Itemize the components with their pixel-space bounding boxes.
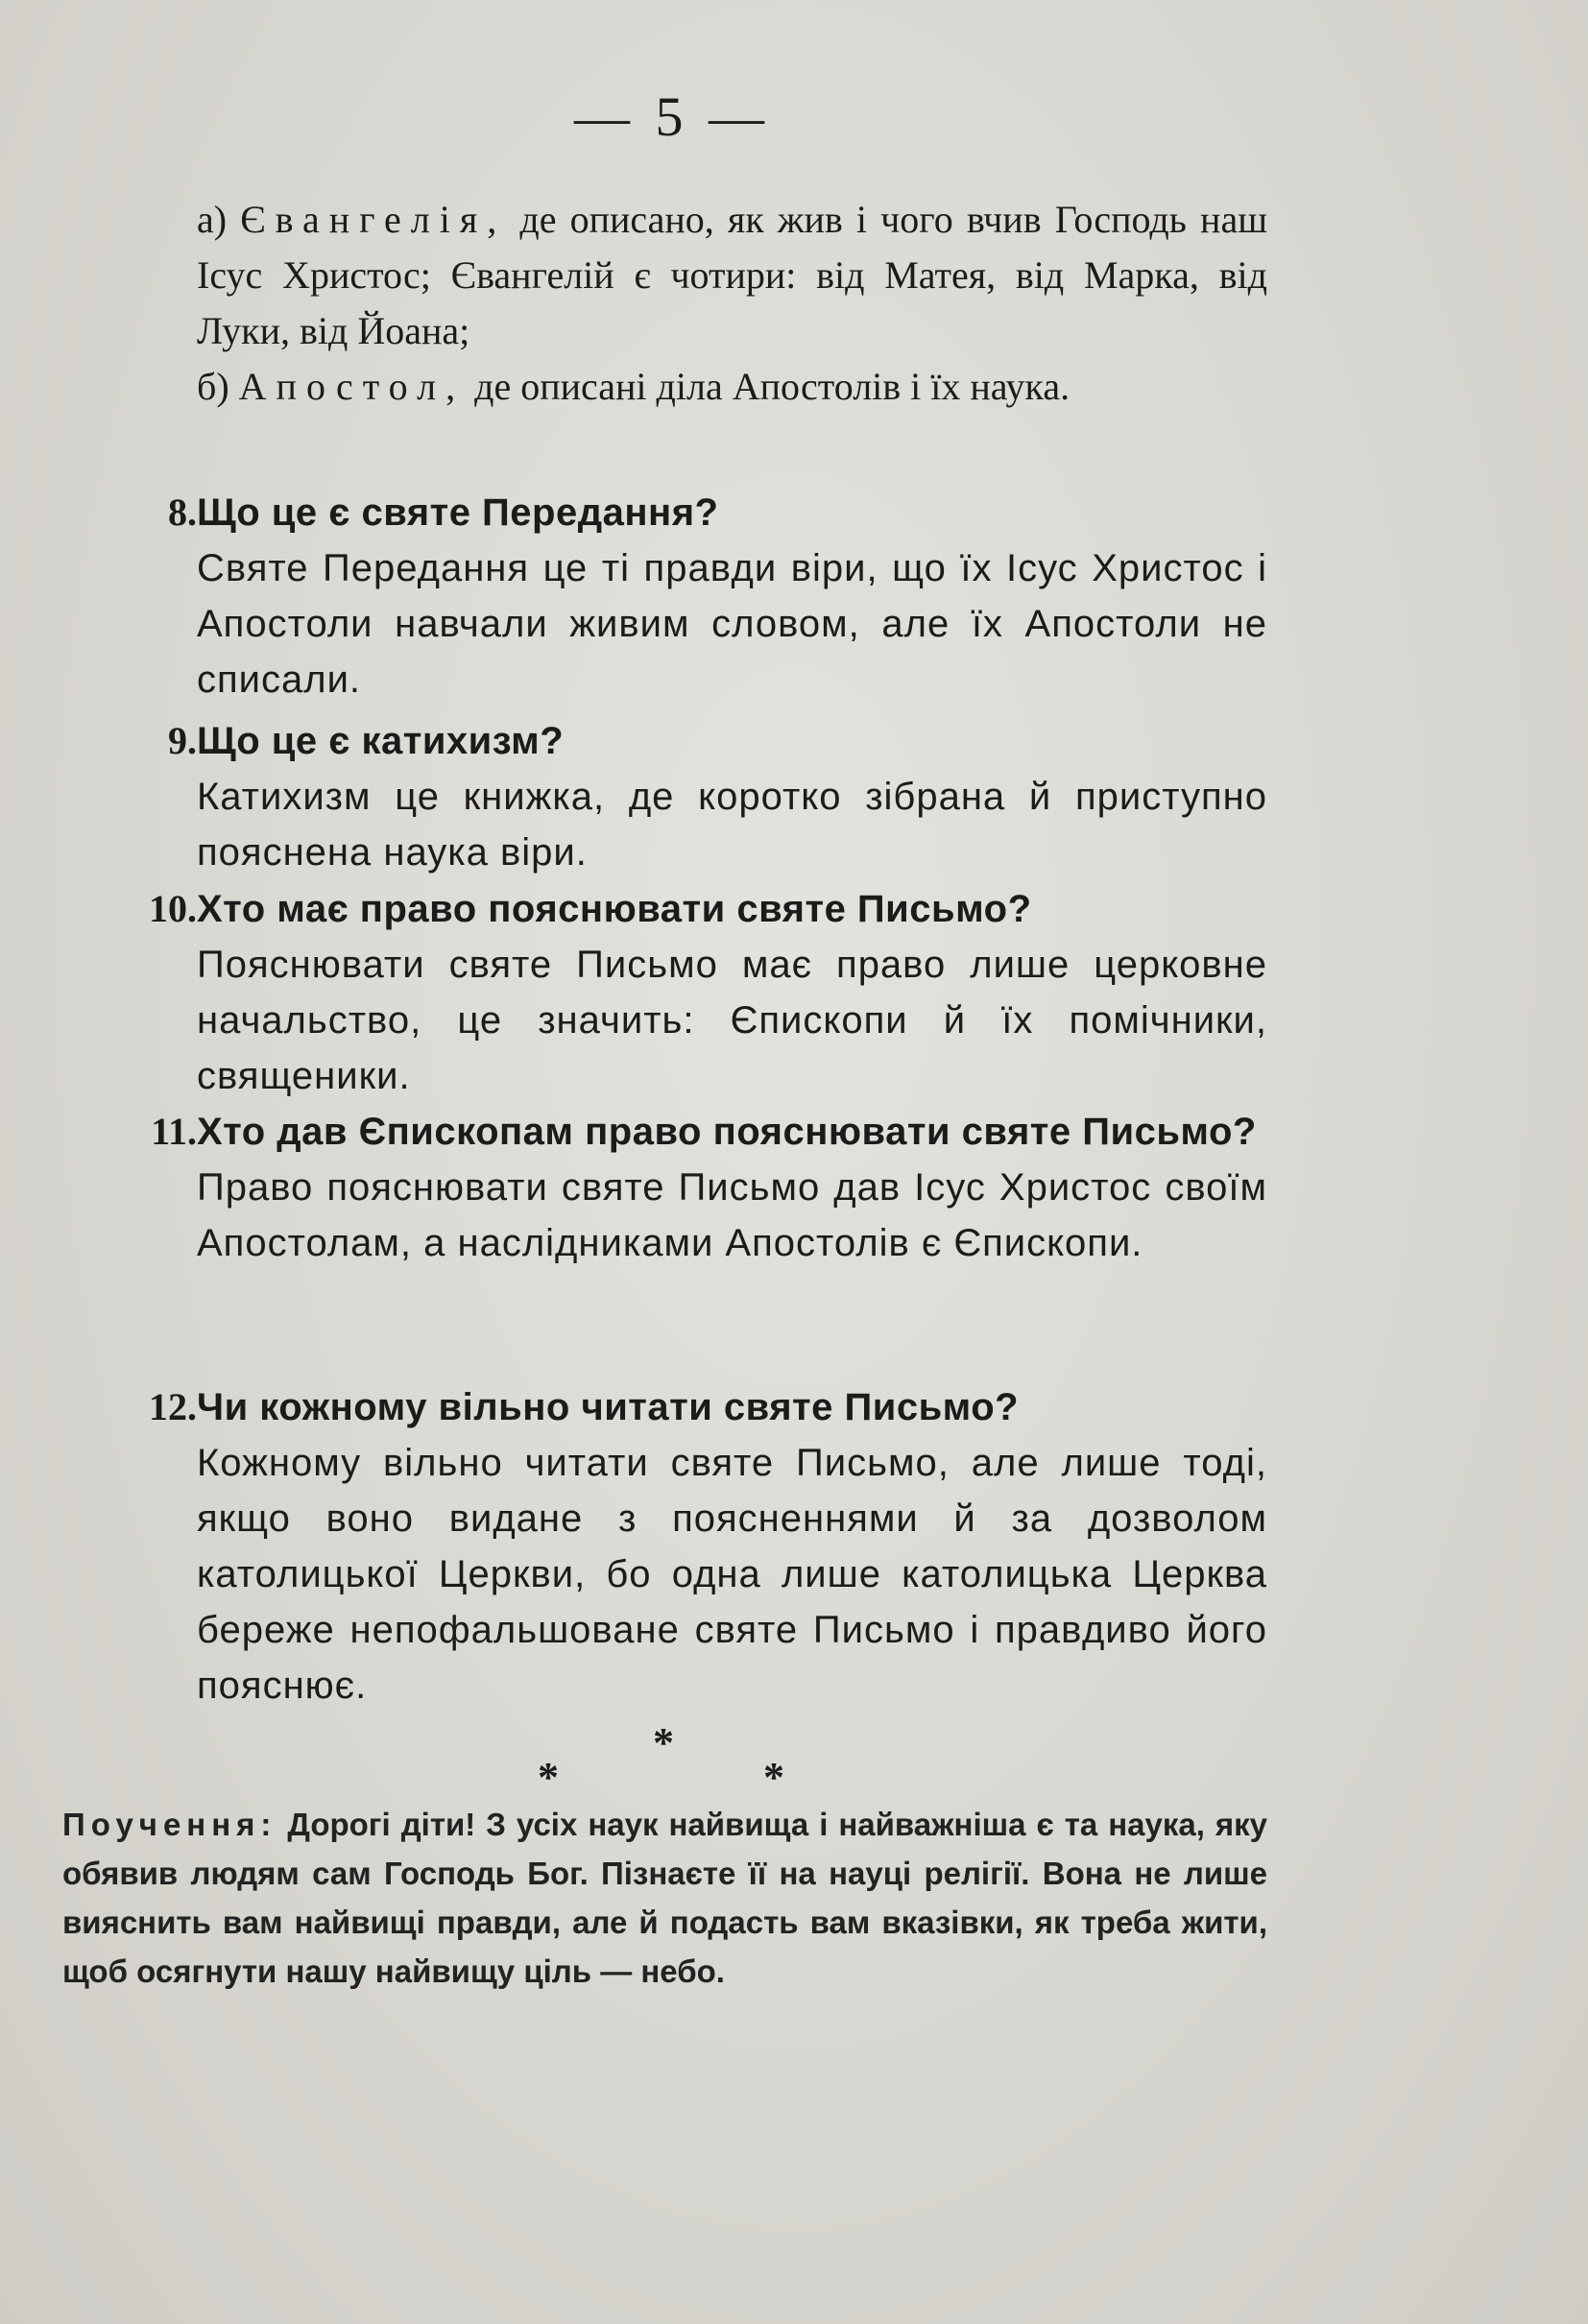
question-block-10 bbox=[96, 881, 1267, 1104]
question-row bbox=[96, 1104, 1267, 1160]
question-text: Чи кожному вільно читати святе Письмо? bbox=[197, 1386, 1020, 1428]
intro-item-b bbox=[197, 359, 1267, 415]
question-block-12 bbox=[96, 1379, 1267, 1713]
intro-item-b-term: Апостол, bbox=[238, 365, 466, 408]
answer-text: Катихизм це книжка, де коротко зібрана й приступно пояснена наука віри. bbox=[197, 776, 1267, 874]
question-text: Хто має право пояснювати святе Письмо? bbox=[197, 888, 1032, 930]
question-row bbox=[96, 485, 1267, 540]
question-number: 8. bbox=[168, 491, 197, 534]
intro-item-a-text: де описано, як жив і чого вчив Господь наш Ісус Христос; Євангелій є чотири: від Матея, від Марка, від Луки, від Йоана; bbox=[197, 198, 1267, 352]
separator-star: * bbox=[653, 1719, 674, 1766]
answer-text: Кожному вільно читати святе Письмо, але лише тоді, якщо воно видане з поясненнями й за дозволом католицької Церкви, бо одна лише католицька Церква береже непофальшоване святе Письмо і правдиво його пояснює. bbox=[197, 1442, 1267, 1707]
question-block-9 bbox=[96, 713, 1267, 880]
intro-list bbox=[197, 192, 1267, 415]
question-number: 12. bbox=[149, 1385, 197, 1428]
question-block-8 bbox=[96, 485, 1267, 707]
intro-item-b-text: де описані діла Апостолів і їх наука. bbox=[474, 365, 1071, 408]
answer-text: Право пояснювати святе Письмо дав Ісус Христос своїм Апостолам, а наслідниками Апостолів є Єпископи. bbox=[197, 1166, 1267, 1264]
lesson-paragraph bbox=[62, 1800, 1267, 1996]
answer-text: Святе Передання це ті правди віри, що їх Ісус Христос і Апостоли навчали живим словом, але їх Апостоли не списали. bbox=[197, 547, 1267, 701]
question-text: Що це є катихизм? bbox=[197, 720, 565, 762]
question-number: 11. bbox=[151, 1110, 197, 1153]
intro-item-a-prefix: а) bbox=[197, 198, 228, 241]
intro-item-a bbox=[197, 192, 1267, 359]
separator-star: * bbox=[763, 1754, 784, 1801]
page-number: — 5 — bbox=[574, 85, 770, 148]
question-row bbox=[96, 713, 1267, 769]
lesson-label: Поучення: bbox=[62, 1807, 277, 1842]
question-row bbox=[96, 1379, 1267, 1435]
question-block-11 bbox=[96, 1104, 1267, 1271]
question-number: 10. bbox=[149, 887, 197, 930]
intro-item-a-term: Євангелія, bbox=[240, 198, 507, 241]
question-row bbox=[96, 881, 1267, 937]
intro-item-b-prefix: б) bbox=[197, 365, 229, 408]
asterism-separator bbox=[518, 1718, 806, 1801]
lesson-text: Дорогі діти! З усіх наук найвища і найважніша є та наука, яку обявив людям сам Господь Бог. Пізнаєте її на науці релігії. Вона не лише вияснить вам найвищі правди, але й подасть вам вказівки, як треба жити, щоб осягнути нашу найвищу ціль — небо. bbox=[62, 1807, 1267, 1989]
question-number: 9. bbox=[168, 719, 197, 762]
question-text: Що це є святе Передання? bbox=[197, 491, 719, 534]
separator-star: * bbox=[538, 1754, 559, 1801]
question-text: Хто дав Єпископам право пояснювати святе Письмо? bbox=[197, 1111, 1257, 1153]
answer-text: Пояснювати святе Письмо має право лише церковне начальство, це значить: Єпископи й їх помічники, священики. bbox=[197, 944, 1267, 1097]
